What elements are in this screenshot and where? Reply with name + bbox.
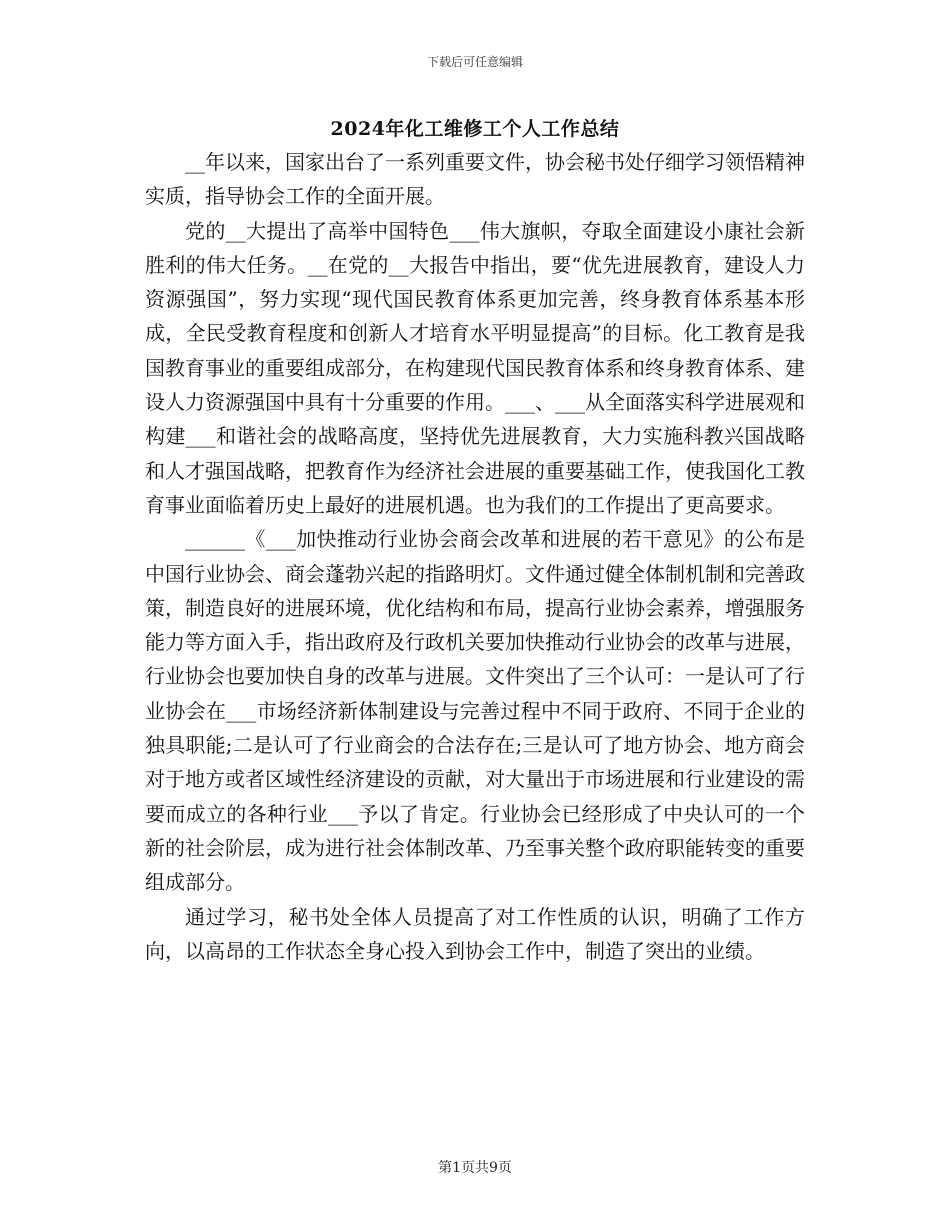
page-number: 第1页共9页 bbox=[438, 1160, 512, 1176]
paragraph-4: 通过学习，秘书处全体人员提高了对工作性质的认识，明确了工作方向，以高昂的工作状态全身心投入到协会工作中，制造了突出的业绩。 bbox=[145, 904, 805, 963]
paragraph-1: __年以来，国家出台了一系列重要文件，协会秘书处仔细学习领悟精神实质，指导协会工作的全面开展。 bbox=[145, 150, 805, 209]
paragraph-2: 党的__大提出了高举中国特色___伟大旗帜，夺取全面建设小康社会新胜利的伟大任务。__在党的__大报告中指出，要“优先进展教育，建设人力资源强国”，努力实现“现代国民教育体系更加完善，终身教育体系基本形成，全民受教育程度和创新人才培育水平明显提高”的目标。化工教育是我国教育事业的重要组成部分，在构建现代国民教育体系和终身教育体系、建设人力资源强国中具有十分重要的作用。___、___从全面落实科学进展观和构建___和谐社会的战略高度，坚持优先进展教育，大力实施科教兴国战略和人才强国战略，把教育作为经济社会进展的重要基础工作，使我国化工教育事业面临着历史上最好的进展机遇。也为我们的工作提出了更高要求。 bbox=[145, 218, 805, 517]
document-title: 2024年化工维修工个人工作总结 bbox=[330, 118, 620, 140]
paragraph-3: ______《___加快推动行业协会商会改革和进展的若干意见》的公布是中国行业协会、商会蓬勃兴起的指路明灯。文件通过健全体制机制和完善政策，制造良好的进展环境，优化结构和布局，提高行业协会素养，增强服务能力等方面入手，指出政府及行政机关要加快推动行业协会的改革与进展，行业协会也要加快自身的改革与进展。文件突出了三个认可：一是认可了行业协会在___市场经济新体制建设与完善过程中不同于政府、不同于企业的独具职能;二是认可了行业商会的合法存在;三是认可了地方协会、地方商会对于地方或者区域性经济建设的贡献，对大量出于市场进展和行业建设的需要而成立的各种行业___予以了肯定。行业协会已经形成了中央认可的一个新的社会阶层，成为进行社会体制改革、乃至事关整个政府职能转变的重要组成部分。 bbox=[145, 527, 805, 895]
document-body bbox=[145, 145, 805, 968]
header-note: 下载后可任意编辑 bbox=[426, 55, 523, 69]
